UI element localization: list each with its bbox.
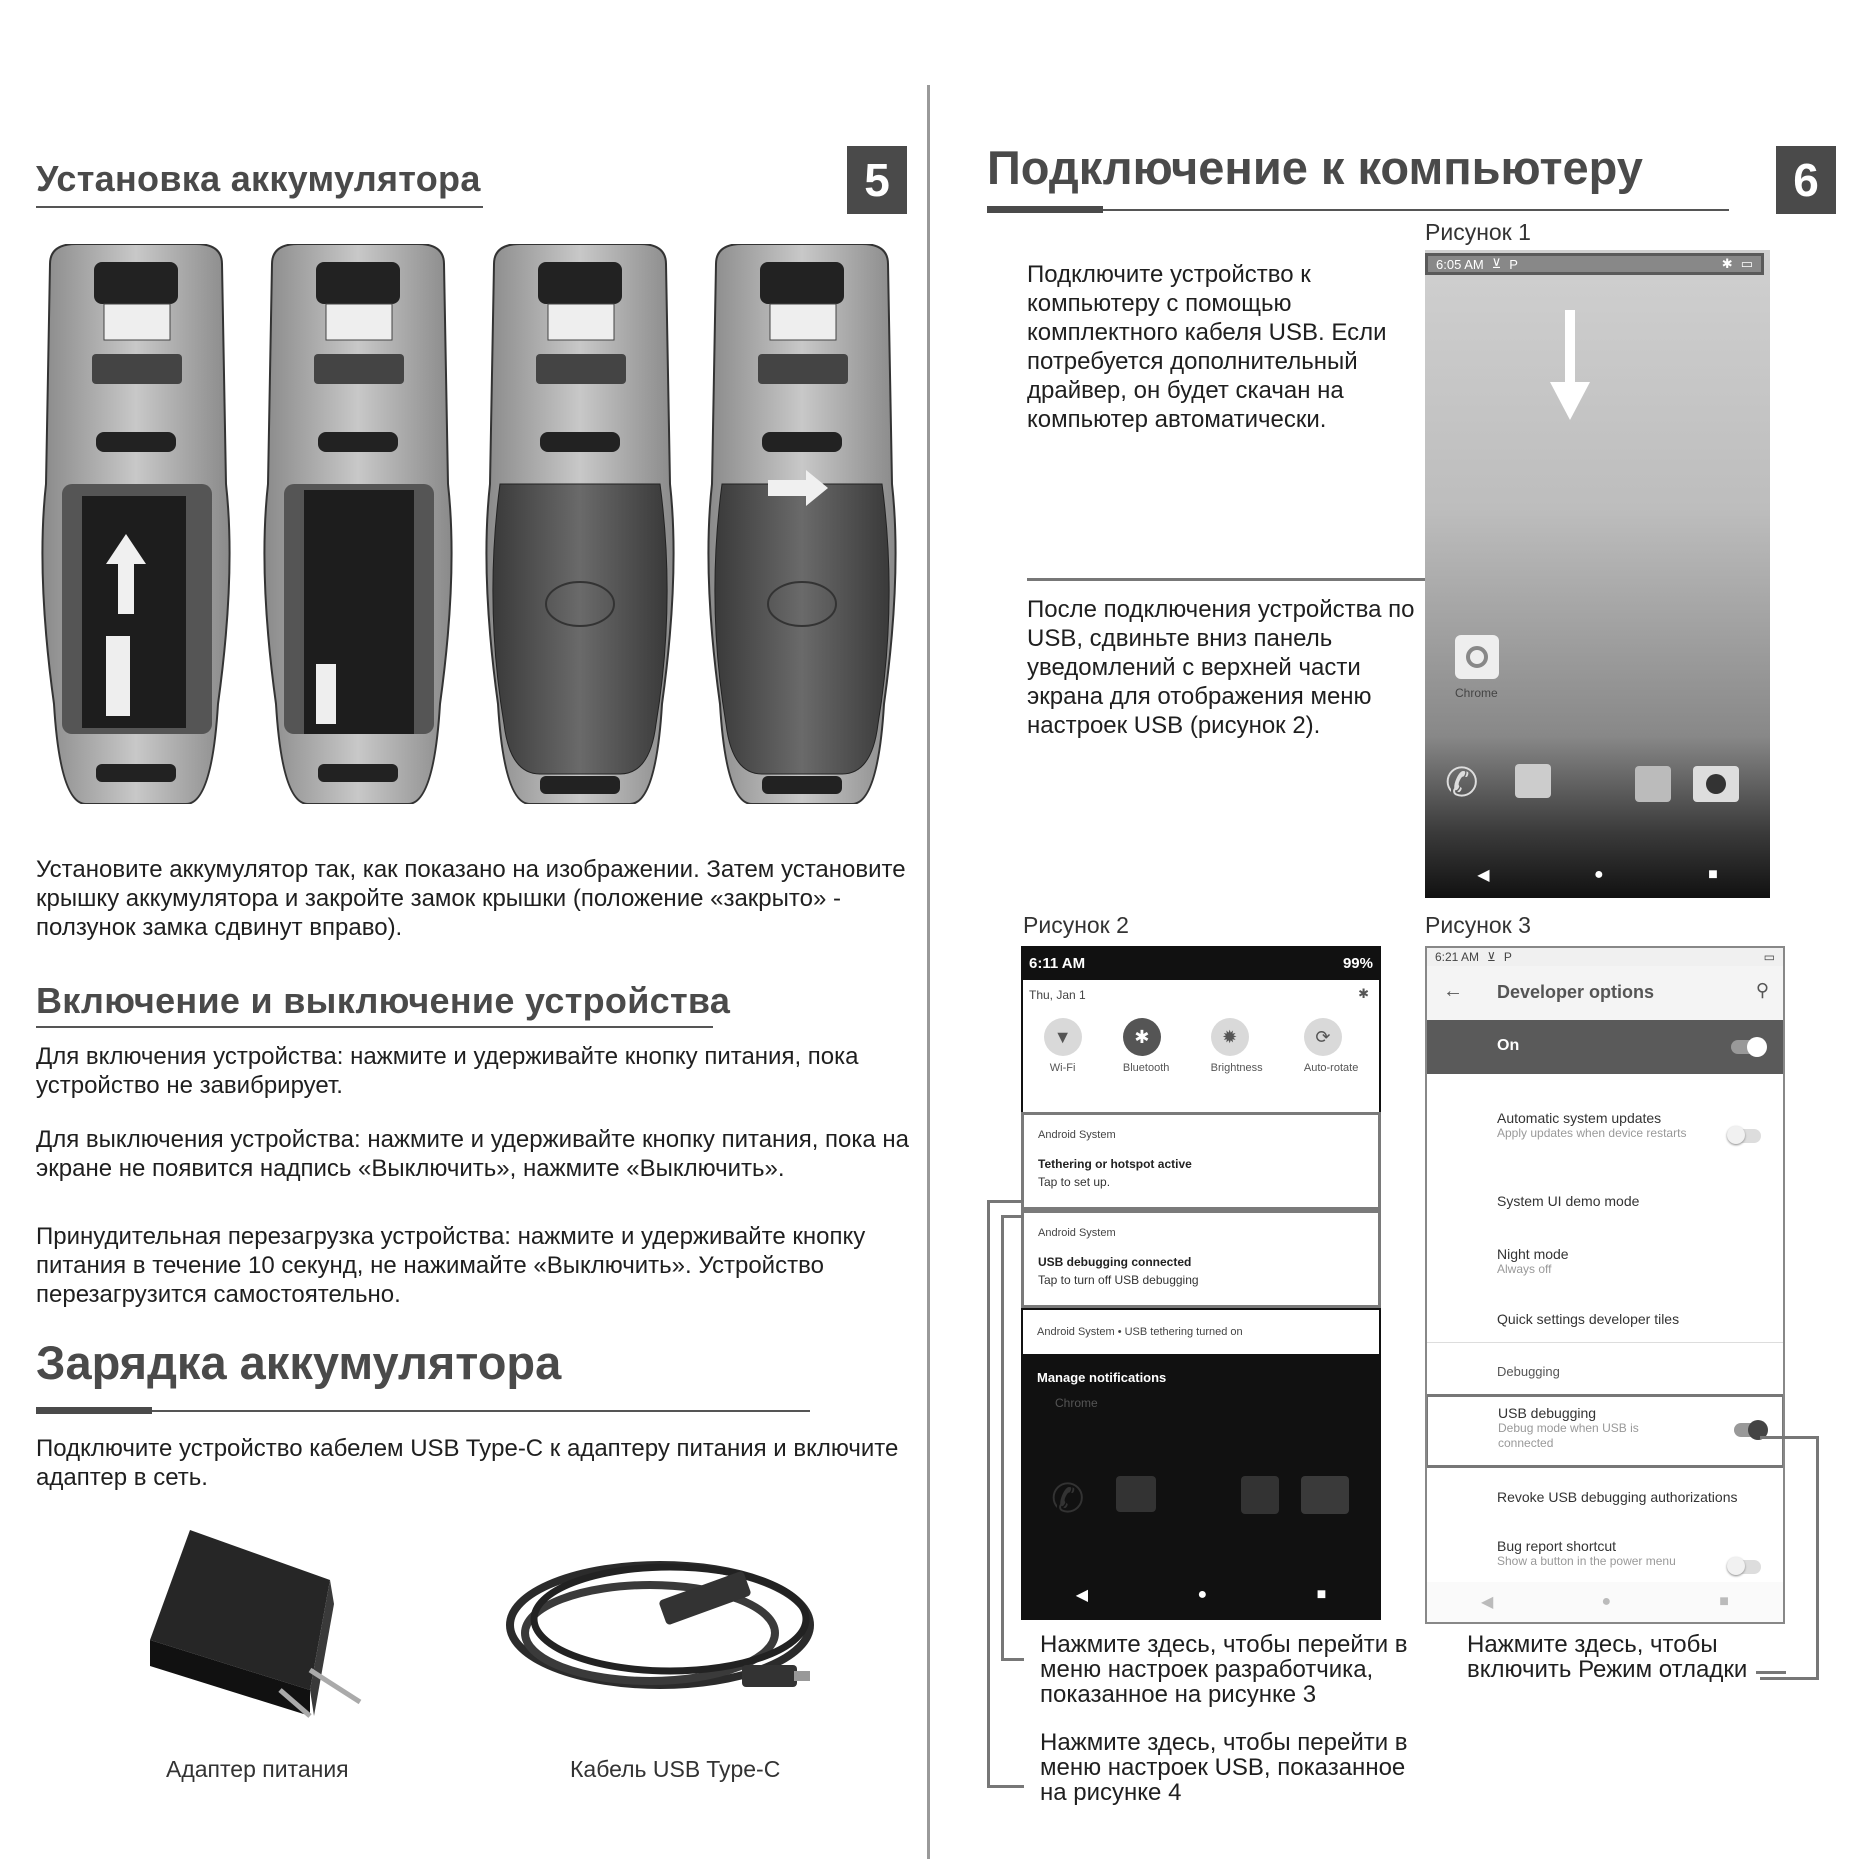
adapter-caption: Адаптер питания xyxy=(166,1756,349,1782)
camera-icon xyxy=(1301,1476,1349,1514)
figure-2-screen xyxy=(1021,946,1381,1620)
cable-caption: Кабель USB Type-C xyxy=(570,1756,781,1782)
bug-report-row[interactable]: Bug report shortcut Show a button in the power menu xyxy=(1497,1538,1676,1568)
figure-2-label: Рисунок 2 xyxy=(1023,912,1129,938)
nav-bar xyxy=(1425,860,1770,890)
device-step-2 xyxy=(264,244,451,804)
messages-icon[interactable] xyxy=(1515,764,1551,798)
quick-settings-panel xyxy=(1023,980,1379,1130)
automatic-updates-toggle[interactable] xyxy=(1729,1129,1761,1143)
bluetooth-icon: ✱ xyxy=(1721,256,1733,271)
notification-usb-debugging[interactable]: Android System USB debugging connected Tap to turn off USB debugging xyxy=(1021,1210,1381,1308)
bug-report-toggle[interactable] xyxy=(1729,1560,1761,1574)
master-switch-row[interactable] xyxy=(1427,1020,1783,1074)
charging-text: Подключите устройство кабелем USB Type-C к адаптеру питания и включите адаптер в сеть. xyxy=(36,1435,899,1491)
status-bar[interactable] xyxy=(1021,946,1381,980)
title-underline-accent xyxy=(36,1407,152,1414)
connector-usb xyxy=(987,1200,1024,1788)
status-bar[interactable] xyxy=(1427,948,1783,966)
title-underline xyxy=(36,206,483,208)
battery-icon: ▭ xyxy=(1740,256,1753,271)
night-mode-row[interactable]: Night mode Always off xyxy=(1497,1246,1569,1276)
home-icon[interactable]: ● xyxy=(1197,1586,1208,1603)
nav-bar xyxy=(1427,1582,1783,1622)
connect-text: Подключите устройство к компьютеру с помощью комплектного кабеля USB. Если потребуется дополнительный драйвер, он будет скачан на компьютер автоматически. xyxy=(1027,261,1387,433)
usb-cable-image xyxy=(500,1545,820,1715)
battery-install-illustration xyxy=(36,244,906,804)
qs-date: Thu, Jan 1 xyxy=(1029,988,1086,1002)
power-on-text: Для включения устройства: нажмите и удерживайте кнопку питания, пока устройство не завибрирует. xyxy=(36,1043,859,1099)
charging-title: Зарядка аккумулятора xyxy=(36,1336,562,1389)
after-connect-text: После подключения устройства по USB, сдвиньте вниз панель уведомлений с верхней части экрана для отображения меню настроек USB (рисунок 2). xyxy=(1027,596,1415,739)
usb-icon: ⊻ xyxy=(1487,950,1496,964)
contacts-icon xyxy=(1241,1476,1279,1514)
power-adapter-image xyxy=(130,1520,380,1730)
recents-icon[interactable]: ■ xyxy=(1708,866,1718,883)
usb-debugging-toggle[interactable] xyxy=(1734,1423,1766,1437)
power-off-text: Для выключения устройства: нажмите и удерживайте кнопку питания, пока на экране не появится надпись «Выключить», нажмите «Выключить». xyxy=(36,1126,910,1182)
battery-install-title: Установка аккумулятора xyxy=(36,158,481,199)
note-usb-menu: Нажмите здесь, чтобы перейти в меню настроек USB, показанное на рисунке 4 xyxy=(1040,1729,1408,1806)
brightness-icon: ✹ xyxy=(1211,1018,1249,1056)
bluetooth-icon: ✱ xyxy=(1358,986,1369,1001)
manage-notifications-button[interactable]: Manage notifications xyxy=(1037,1370,1167,1385)
qs-tile-autorotate[interactable]: ⟳ Auto-rotate xyxy=(1304,1018,1358,1074)
connector-debug xyxy=(1760,1436,1819,1680)
status-time: 6:21 AM xyxy=(1435,950,1480,964)
back-icon[interactable]: ◀ xyxy=(1481,1594,1494,1611)
home-icon[interactable]: ● xyxy=(1601,1593,1612,1610)
app-bar xyxy=(1427,966,1783,1020)
contacts-icon[interactable] xyxy=(1635,766,1671,802)
qs-developer-tiles-row[interactable]: Quick settings developer tiles xyxy=(1497,1311,1680,1327)
title-underline xyxy=(36,1410,810,1412)
status-time: 6:11 AM xyxy=(1029,954,1086,972)
on-label: On xyxy=(1497,1037,1520,1054)
chrome-icon[interactable] xyxy=(1455,635,1499,679)
power-title: Включение и выключение устройства xyxy=(36,980,731,1021)
page-divider xyxy=(927,85,930,1859)
bluetooth-icon: ✱ xyxy=(1123,1018,1161,1056)
figure-3-label: Рисунок 3 xyxy=(1425,912,1531,938)
recents-icon[interactable]: ■ xyxy=(1316,1586,1327,1603)
figure-3-screen xyxy=(1425,946,1785,1624)
connect-title: Подключение к компьютеру xyxy=(987,141,1643,194)
p-icon: P xyxy=(1503,950,1512,964)
battery-percent: 99% xyxy=(1342,954,1373,972)
debugging-section-header: Debugging xyxy=(1497,1364,1560,1379)
note-debug-mode: Нажмите здесь, чтобы включить Режим отладки xyxy=(1467,1631,1748,1683)
status-time: 6:05 AM xyxy=(1436,256,1484,272)
system-ui-demo-row[interactable]: System UI demo mode xyxy=(1497,1193,1640,1209)
note-developer-menu: Нажмите здесь, чтобы перейти в меню настроек разработчика, показанное на рисунке 3 xyxy=(1040,1631,1408,1708)
app-bar-title: Developer options xyxy=(1497,982,1655,1002)
status-bar[interactable] xyxy=(1425,253,1764,275)
chrome-label: Chrome xyxy=(1055,1396,1098,1410)
home-icon[interactable]: ● xyxy=(1593,866,1604,883)
battery-icon: ▭ xyxy=(1763,950,1775,964)
back-arrow-icon[interactable]: ← xyxy=(1443,980,1463,1002)
notification-usb-tethering[interactable]: Android System • USB tethering turned on xyxy=(1023,1310,1379,1354)
master-toggle[interactable] xyxy=(1731,1040,1765,1054)
phone-icon[interactable]: ✆ xyxy=(1445,761,1479,805)
title-underline xyxy=(36,1026,713,1028)
back-icon[interactable]: ◀ xyxy=(1075,1587,1089,1604)
arrow-down-icon xyxy=(1545,310,1595,420)
wifi-icon: ▼ xyxy=(1044,1018,1082,1056)
qs-tile-wifi[interactable]: ▼ Wi-Fi xyxy=(1044,1018,1082,1074)
force-reboot-text: Принудительная перезагрузка устройства: нажмите и удерживайте кнопку питания в течение 10 секунд, не нажимайте «Выключить». Устройство перезагрузится самостоятельно. xyxy=(36,1223,866,1308)
search-icon[interactable]: ⚲ xyxy=(1755,980,1769,1000)
back-icon[interactable]: ◀ xyxy=(1477,867,1490,884)
chrome-label: Chrome xyxy=(1455,686,1498,700)
qs-tile-bluetooth[interactable]: ✱ Bluetooth xyxy=(1123,1018,1169,1074)
p-icon: P xyxy=(1509,256,1518,272)
phone-icon: ✆ xyxy=(1051,1477,1085,1521)
usb-debugging-row[interactable]: USB debugging Debug mode when USB is connected xyxy=(1425,1394,1785,1468)
revoke-authorizations-row[interactable]: Revoke USB debugging authorizations xyxy=(1497,1489,1738,1505)
title-underline-accent xyxy=(987,206,1103,213)
messages-icon xyxy=(1116,1476,1156,1512)
usb-icon: ⊻ xyxy=(1491,256,1502,271)
device-step-3 xyxy=(486,244,673,804)
figure-1-screen xyxy=(1425,250,1770,898)
notification-tethering[interactable]: Android System Tethering or hotspot active Tap to set up. xyxy=(1021,1112,1381,1210)
device-step-1 xyxy=(42,244,229,804)
nav-bar xyxy=(1021,1580,1381,1610)
autorotate-icon: ⟳ xyxy=(1304,1018,1342,1056)
device-step-4 xyxy=(708,244,895,804)
camera-icon[interactable] xyxy=(1693,766,1739,802)
page-number-left: 5 xyxy=(847,146,907,214)
page-number-right: 6 xyxy=(1776,146,1836,214)
recents-icon[interactable]: ■ xyxy=(1719,1593,1729,1610)
figure-1-label: Рисунок 1 xyxy=(1425,219,1531,245)
battery-install-text: Установите аккумулятор так, как показано на изображении. Затем установите крышку аккумулятора и закройте замок крышки (положение «закрыто» - ползунок замка сдвинут вправо). xyxy=(36,856,906,941)
automatic-updates-row[interactable]: Automatic system updates Apply updates when device restarts xyxy=(1497,1110,1687,1140)
qs-tile-brightness[interactable]: ✹ Brightness xyxy=(1211,1018,1263,1074)
